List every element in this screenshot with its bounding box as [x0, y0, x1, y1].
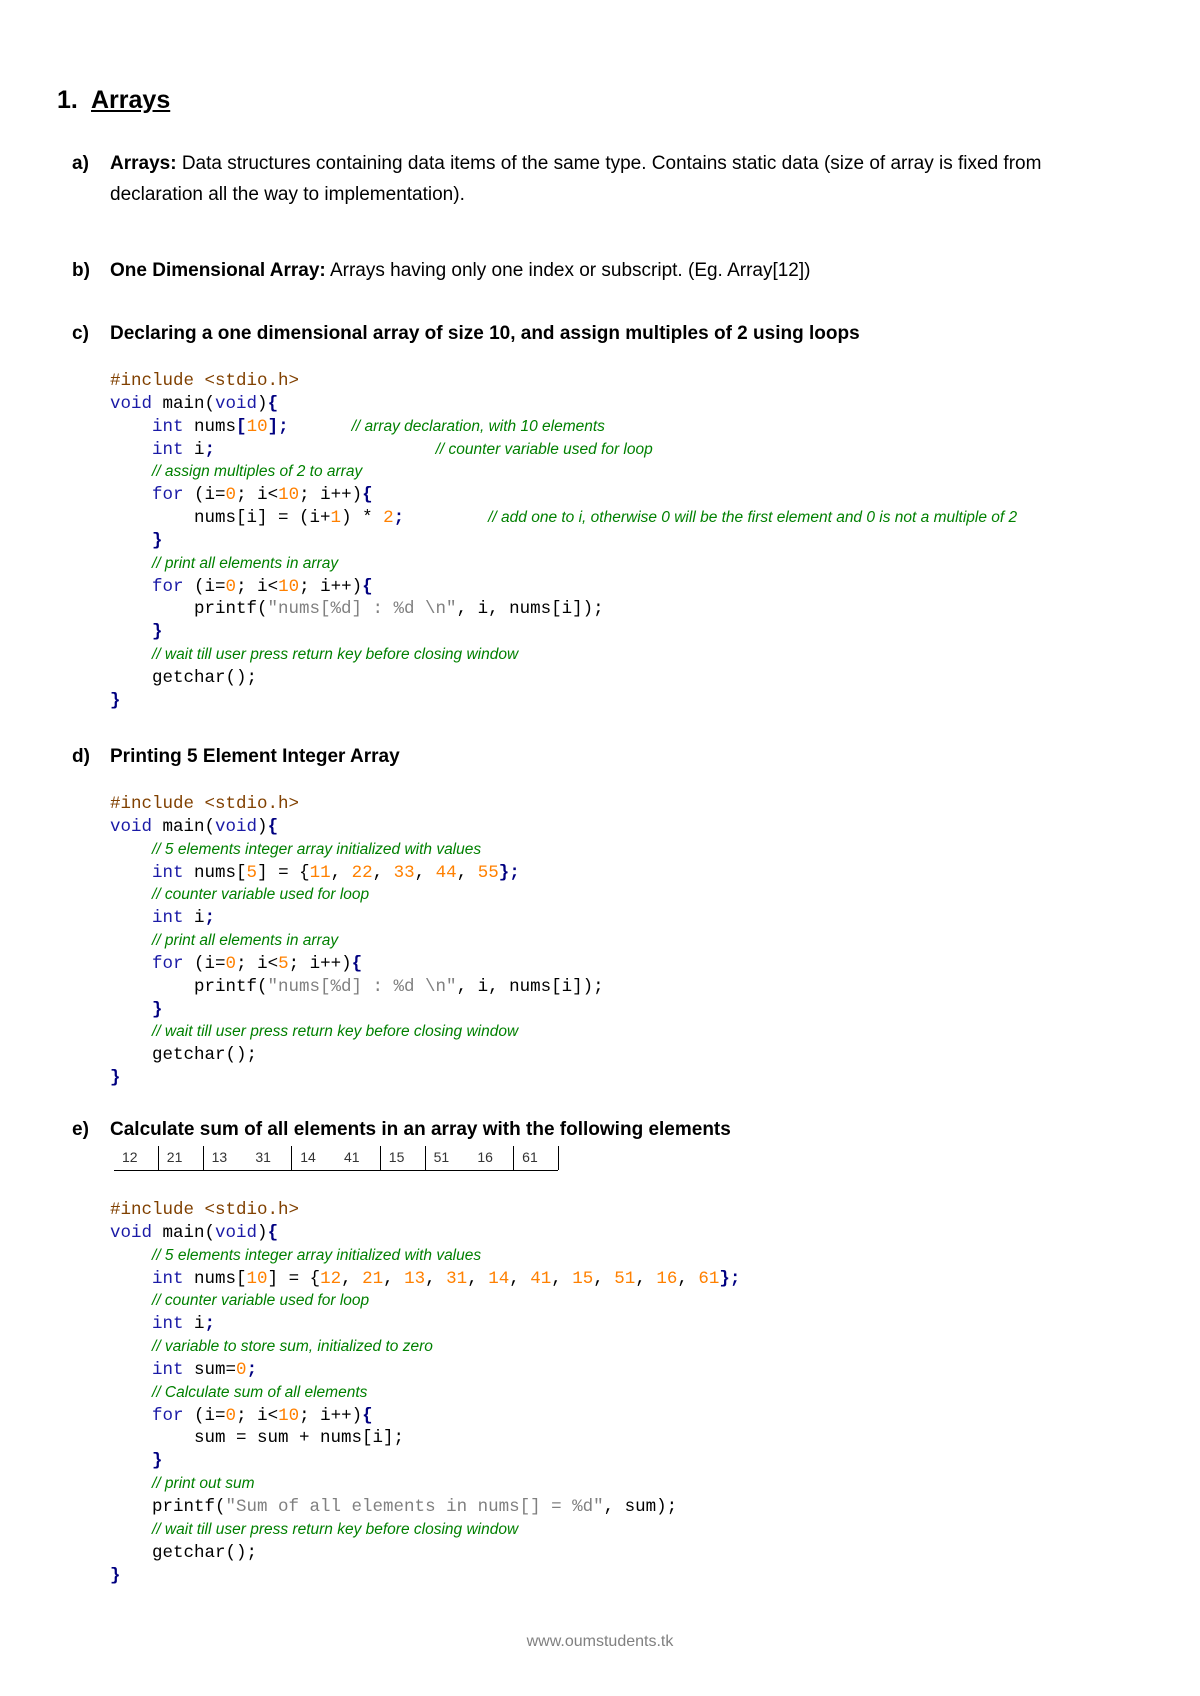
array-cell: 12	[122, 1149, 138, 1165]
item-b-label: b)	[72, 260, 90, 281]
item-d-label: d)	[72, 746, 90, 767]
code-block-e: #include <stdio.h> void main(void){ // 5 elements integer array initialized with values int nums[10] = {12, 21, 13, 31, 14, 41, 15, 51, 16, 61}; // counter variable used for loop int i; // variable to store sum, initialized to zero int sum=0; // Calculate sum of all elements for (i=0; i<10; i++){ sum = sum + nums[i]; } // print out sum printf("Sum of all elements in nums[] = %d", sum); // wait till user press return key before closing window getchar(); }	[110, 1200, 741, 1586]
item-b-term: One Dimensional Array:	[110, 260, 326, 281]
item-e-title: Calculate sum of all elements in an array with the following elements	[110, 1119, 731, 1140]
item-a-text: Data structures containing data items of the same type. Contains static data (size of array is fixed from declaration all the way to implementation).	[110, 153, 1042, 205]
section-heading	[57, 86, 170, 115]
item-d-title: Printing 5 Element Integer Array	[110, 746, 400, 767]
array-cell: 13	[203, 1146, 248, 1170]
item-d	[72, 741, 1132, 772]
array-values-strip	[114, 1146, 558, 1171]
array-cell: 21	[158, 1146, 203, 1170]
array-cell: 61	[513, 1146, 558, 1170]
item-e-label: e)	[72, 1119, 89, 1140]
item-e	[72, 1114, 1132, 1145]
array-cell: 41	[343, 1149, 360, 1165]
array-cell: 51	[425, 1146, 470, 1170]
section-number: 1.	[57, 86, 78, 114]
item-c-label: c)	[72, 323, 89, 344]
item-b	[72, 255, 1132, 286]
array-cell: 16	[477, 1149, 493, 1165]
item-c	[72, 318, 1132, 349]
item-a-label: a)	[72, 153, 89, 174]
item-c-title: Declaring a one dimensional array of size 10, and assign multiples of 2 using loops	[110, 323, 860, 344]
item-a-term: Arrays:	[110, 153, 177, 174]
section-title: Arrays	[91, 86, 171, 114]
code-block-c: #include <stdio.h> void main(void){ int nums[10]; // array declaration, with 10 elements int i; // counter variable used for loop // assign multiples of 2 to array for (i=0; i<10; i++){ nums[i] = (i+1) * 2; // add one to i, otherwise 0 will be the first element and 0 is not a multiple of 2 } // print all elements in array for (i=0; i<10; i++){ printf("nums[%d] : %d \n", i, nums[i]); } // wait till user press return key before closing window getchar(); }	[110, 371, 1018, 711]
item-a	[72, 148, 1132, 210]
array-cell: 14	[291, 1146, 336, 1170]
array-cell: 15	[380, 1146, 425, 1170]
footer-url: www.oumstudents.tk	[526, 1633, 674, 1650]
array-cell: 31	[255, 1149, 271, 1165]
code-block-d: #include <stdio.h> void main(void){ // 5 elements integer array initialized with values int nums[5] = {11, 22, 33, 44, 55}; // counter variable used for loop int i; // print all elements in array for (i=0; i<5; i++){ printf("nums[%d] : %d \n", i, nums[i]); } // wait till user press return key before closing window getchar(); }	[110, 794, 604, 1089]
item-b-text: Arrays having only one index or subscript. (Eg. Array[12])	[325, 260, 811, 281]
